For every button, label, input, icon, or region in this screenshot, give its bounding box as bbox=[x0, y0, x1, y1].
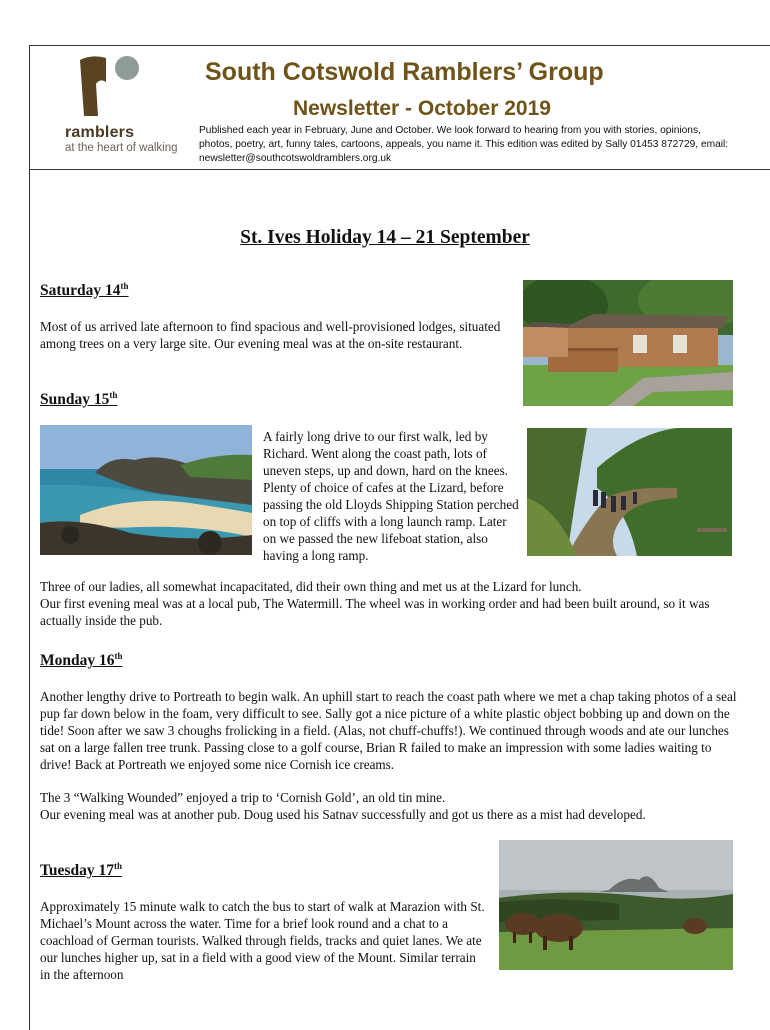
tuesday-paragraph: Approximately 15 minute walk to catch the bus to start of walk at Marazion with St. Michael’s Mount across the water. Time for a brief look round and a chat to a coachload of German tourists. Walked through fields, tracks and quiet lanes. We ate our lunches higher up, sat in a field with a good view of the Mount. Similar terrain in the afternoon bbox=[40, 899, 485, 982]
cove-photo bbox=[40, 425, 252, 555]
monday-paragraph-1: Another lengthy drive to Portreath to begin walk. An uphill start to reach the coast path where we met a chap taking photos of a seal pup far down below in the foam, very difficult to see. Sally got a nice picture of a white plastic object bobbing up and down on the tide! Soon after we saw 3 choughs frolicking in a field. (Alas, not chuff-chuffs!). We continued through woods and ate our lunches sat on a large fallen tree trunk. Passing close to a golf course, Brian R failed to make an impression with some ladies waiting to drive! Back at Portreath we enjoyed some nice Cornish ice creams. bbox=[40, 689, 737, 772]
mount-view-photo bbox=[499, 840, 733, 970]
saturday-paragraph: Most of us arrived late afternoon to find spacious and well-provisioned lodges, situated among trees on a very large site. Our evening meal was at the on-site restaurant. bbox=[40, 319, 501, 351]
day-heading-tuesday: Tuesday 17th bbox=[40, 861, 122, 880]
sunday-paragraph-1: A fairly long drive to our first walk, led by Richard. Went along the coast path, lots of uneven steps, up and down, hard on the knees. Plenty of choice of cafes at the Lizard, before passing the old Lloyds Shipping Station perched on top of cliffs with a long launch ramp. Later on we passed the new lifeboat station, also having a long ramp. bbox=[263, 429, 519, 563]
monday-paragraph-3: Our evening meal was at another pub. Doug used his Satnav successfully and got us there as a mist had developed. bbox=[40, 807, 646, 822]
logo-wordmark: ramblers bbox=[65, 124, 135, 141]
day-heading-saturday: Saturday 14th bbox=[40, 281, 129, 300]
article-title: St. Ives Holiday 14 – 21 September bbox=[240, 227, 530, 248]
newsletter-issue-title: Newsletter - October 2019 bbox=[293, 97, 551, 120]
monday-paragraph-2: The 3 “Walking Wounded” enjoyed a trip to ‘Cornish Gold’, an old tin mine. bbox=[40, 790, 446, 805]
day-heading-sunday: Sunday 15th bbox=[40, 390, 118, 409]
day-heading-monday: Monday 16th bbox=[40, 651, 123, 670]
coast-path-photo bbox=[527, 428, 732, 556]
lodge-photo bbox=[523, 280, 733, 406]
sunday-paragraph-2: Three of our ladies, all somewhat incapacitated, did their own thing and met us at the Lizard for lunch. bbox=[40, 579, 582, 594]
sunday-paragraph-3: Our first evening meal was at a local pub, The Watermill. The wheel was in working order and had been built around, so it was actually inside the pub. bbox=[40, 596, 710, 628]
logo-tagline: at the heart of walking bbox=[65, 142, 178, 154]
newsletter-description: Published each year in February, June and October. We look forward to hearing from you with stories, opinions, photos, poetry, art, funny tales, cartoons, appeals, you name it. This edition was edited by Sally 01453 872729, email: newsletter@southcotswoldramblers.org.uk bbox=[199, 125, 729, 164]
newsletter-group-title: South Cotswold Ramblers’ Group bbox=[205, 58, 604, 86]
